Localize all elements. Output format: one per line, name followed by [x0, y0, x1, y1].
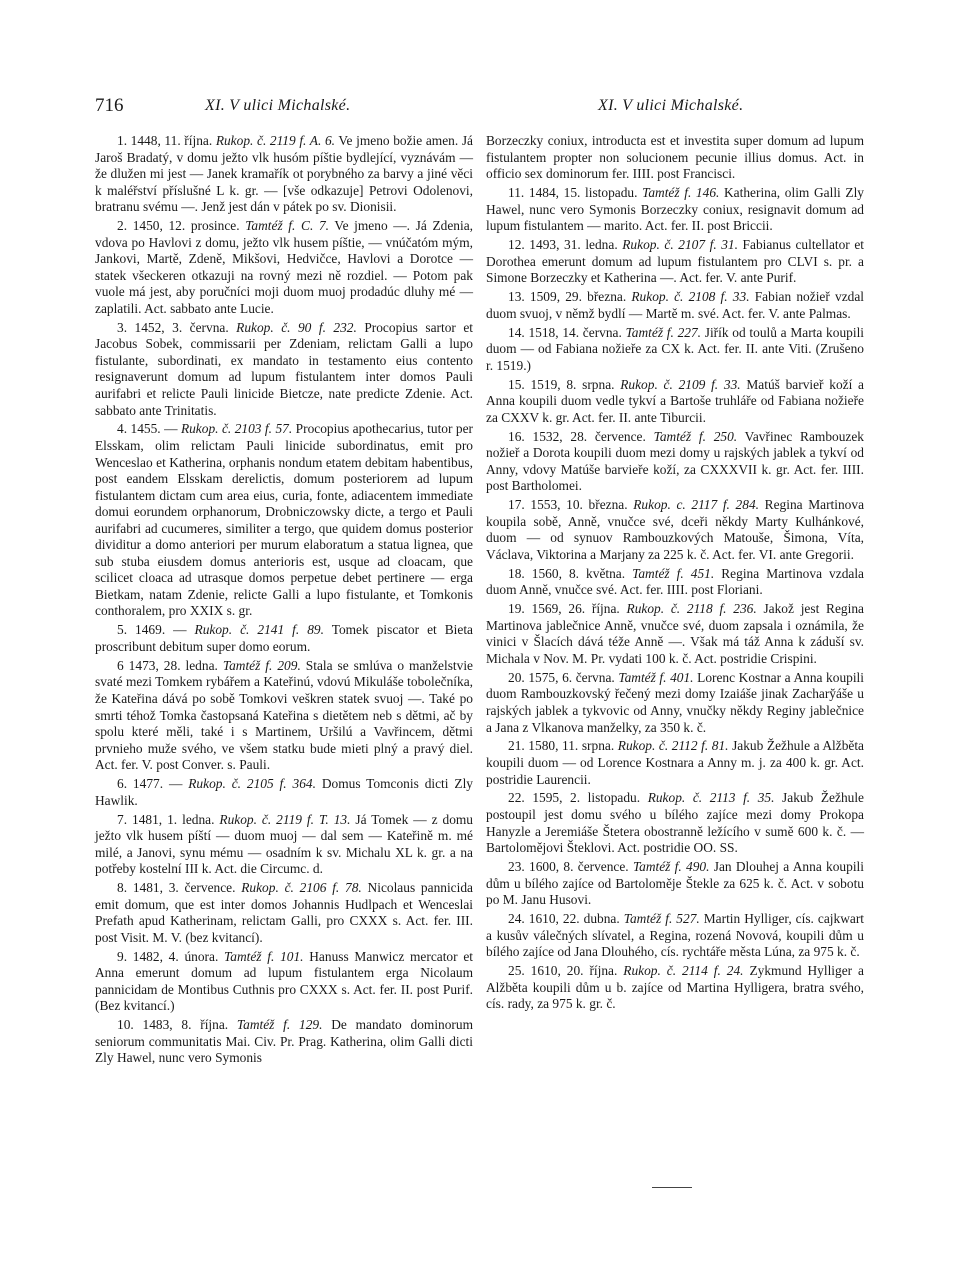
page-header	[0, 95, 960, 119]
document-entry	[95, 812, 473, 878]
entry-citation: Tamtéž f. 129.	[236, 1017, 323, 1033]
document-entry	[95, 218, 473, 317]
entry-citation: Rukop. c. 2117 f. 284.	[633, 497, 759, 513]
document-entry	[486, 566, 864, 599]
document-entry	[95, 133, 473, 216]
document-entry	[486, 185, 864, 235]
entry-citation: Rukop. č. 2114 f. 24.	[623, 963, 744, 979]
entry-text: Zykmund Hylliger a Alžběta koupili dům u b. zajíce od Martina Hylligera, bratra svého, cís. rady, za 975 k. gr. č.	[486, 963, 864, 1012]
entry-heading: 17. 1553, 10. března.	[508, 497, 634, 513]
entry-text: Ve jmeno —. Já Zdenia, vdova po Havlovi z domu, ježto vlk husem píštie, — vnúčatóm mým, Jankovi, Martě, Zdeně, Mikšovi, Hedvičce, Havlovi a Dorotce — statek všeckeren otkazuji na rovný mezi ně rozdiel. — Potom pak vuole má jest, aby poručníci moji duom muoj prodadúc dluhy mé — zaplatili. Act. sabbato ante Lucie.	[95, 218, 473, 316]
entry-heading: 6. 1477. —	[117, 776, 189, 792]
entry-text: Katherina, olim Galli Zly Hawel, nunc vero Symonis Borzeczky coniux, resignavit domum ad lupum fistulantem — marito. Act. fer. II. post Briccii.	[486, 185, 865, 234]
entry-citation: Tamtéž f. 227.	[625, 324, 702, 340]
document-entry	[486, 325, 864, 375]
end-rule	[652, 1187, 692, 1188]
running-head-right: XI. V ulici Michalské.	[598, 97, 744, 114]
entry-citation: Rukop. č. 2108 f. 33.	[631, 289, 750, 305]
document-entry	[95, 421, 473, 620]
entry-citation: Rukop. č. 2141 f. 89.	[194, 622, 324, 638]
entry-heading: 20. 1575, 6. června.	[508, 669, 619, 685]
document-entry	[486, 601, 864, 667]
document-entry	[95, 622, 473, 655]
document-entry	[95, 949, 473, 1015]
document-entry	[95, 320, 473, 419]
right-column	[486, 133, 864, 1015]
document-entry	[486, 670, 864, 736]
entry-text: Borzeczky coniux, introducta est et investita super domum ad lupum fistulantem propter non solucionem pecunie illius domus. Act. in officio sex dominorum fer. IIII. post Francisci.	[486, 133, 864, 182]
document-entry	[486, 237, 864, 287]
document-entry	[486, 289, 864, 322]
document-entry	[486, 429, 864, 495]
entry-citation: Rukop. č. 2103 f. 57.	[180, 421, 293, 437]
entry-heading: 13. 1509, 29. března.	[508, 289, 632, 305]
document-entry	[95, 1017, 473, 1067]
left-column	[95, 133, 473, 1069]
entry-text: Lorenc Kostnar a Anna koupili duom Rambouzkovský řečený mezi domy Izaiáše jinak Zachary̆áše u rajských jablek a tykvovic od Anny, vnučky někdy Reginy jablečnice a Jana z Vlkanova manželky, za 350 k. č.	[486, 669, 865, 735]
entry-citation: Tamtéž f. 101.	[224, 948, 304, 964]
entry-text: Jan Dlouhej a Anna koupili dům u bílého zajíce od Bartoloměje Štekle za 625 k. č. Act. v sobotu po M. Janu Husovi.	[486, 859, 864, 908]
entry-citation: Tamtéž f. 401.	[618, 669, 694, 685]
entry-citation: Tamtéž f. 490.	[632, 859, 710, 875]
entry-heading: 10. 1483, 8. října.	[117, 1017, 237, 1033]
entry-text: Jiřík od toulů a Marta koupili duom — od Fabiana nožieře za CX k. Act. fer. II. ante Viti. (Zrušeno r. 1519.)	[486, 324, 865, 373]
entry-citation: Tamtéž f. 451.	[632, 565, 715, 581]
entry-text: Procopius sartor et Jacobus Sobek, commissarii per Zdeniam, relictam Galli a lupo fistulante, subordinati, ex mandato in testamento eius contento resignaverunt domum ad lupum fistulantem inter domos Pauli aurifabri et relicte Pauli linicide Bietcze, nate predicte Zdenie. Act. sabbato ante Trinitatis.	[95, 319, 473, 418]
entry-text: Regina Martinova koupila sobě, Anně, vnučce své, dceři někdy Marty Kulhánkové, duom — od synuov Rambouzkových Matouše, Šimona, Víta, Václava, Viktorina a Marjany za 225 k. č. Act. fer. VI. ante Gregorii.	[486, 497, 865, 562]
entry-citation: Rukop. č. 2109 f. 33.	[620, 376, 741, 392]
entry-citation: Tamtéž f. C. 7.	[245, 218, 329, 234]
entry-citation: Rukop. č. 2112 f. 81.	[617, 738, 729, 754]
entry-heading: 3. 1452, 3. června.	[117, 319, 237, 335]
document-entry	[486, 497, 864, 563]
entry-citation: Rukop. č. 90 f. 232.	[236, 319, 357, 335]
entry-heading: 2. 1450, 12. prosince.	[117, 218, 246, 234]
document-entry	[95, 776, 473, 809]
entry-text: Jakub Žežhule postoupil jest domu svého u bílého zajíce mezi domy Prokopa Hanyzle a Jeremiáše Štetera obostranně ležícího v sumě 600 k. č. — Bartolomějovi Šteklovi. Act. postridie OO. SS.	[486, 790, 864, 856]
entry-heading: 24. 1610, 22. dubna.	[508, 911, 624, 927]
entry-citation: Rukop. č. 2105 f. 364.	[188, 776, 316, 792]
entry-heading: 4. 1455. —	[117, 421, 181, 437]
entry-citation: Tamtéž f. 250.	[653, 428, 738, 444]
entry-heading: 9. 1482, 4. února.	[117, 948, 225, 964]
entry-text: Matúš barvieř koží a Anna koupili duom vedle tykví a Bartoše truhláře od Fabiana nožieře za CXXV k. gr. Act. fer. II. ante Tiburcii.	[486, 376, 864, 425]
entry-heading: 18. 1560, 8. května.	[508, 565, 633, 581]
entry-text: Ve jmeno božie amen. Já Jaroš Bradatý, v domu ježto vlk husóm píštie bydlející, vyznávám — že dlužen mi jest — Janek kramařík ot porybného za barvy a jiné věci k maléřství příslušné L k. gr. — [vše odkazuje] Petrovi Odolenovi, bratranu svému —. Jenž jest dán v pátek po sv. Dionisii.	[95, 133, 473, 215]
entry-heading: 25. 1610, 20. října.	[508, 963, 624, 979]
page-number: 716	[95, 95, 124, 116]
entry-text: Já Tomek — z domu ježto vlk husem píští — duom muoj — dal sem — Kateřině m. mé milé, a Janovi, synu mému — osadním k sv. Michalu XL k. gr. a na potřeby kostelní III k. Act. die Circumc. d.	[95, 811, 473, 877]
entry-text: Fabianus cultellator et Dorothea emerunt domum ad lupum fistulantem pro CLVI s. pr. a Simone Borzeczky et Katherina —. Act. fer. V. ante Purif.	[486, 237, 865, 286]
document-entry	[486, 859, 864, 909]
entry-text: Domus Tomconis dicti Zly Hawlik.	[95, 776, 473, 808]
entry-heading: 11. 1484, 15. listopadu.	[508, 185, 643, 201]
entry-text: Jakub Žežhule a Alžběta koupili duom — od Lorence Kostnara a Anny m. j. za 400 k. gr. Act. postridie Laurencii.	[486, 738, 864, 787]
document-entry	[486, 377, 864, 427]
entry-text: Nicolaus pannicida emit domum, que est inter domos Johannis Hudlpach et Wenceslai Prefath apud Katherinam, relictam Galli, pro CXXX s. Act. fer. III. post Visit. M. V. (bez kvitancí).	[95, 880, 473, 945]
entry-heading: 12. 1493, 31. ledna.	[508, 237, 623, 253]
entry-heading: 19. 1569, 26. října.	[508, 601, 627, 617]
entry-text: Hanuss Manwicz mercator et Anna emerunt domum ad lupum fistulantem erga Nicolaum pannicidam de Montibus Cuthnis pro CXXX s. Act. fer. II. post Purif. (Bez kvitancí.)	[95, 948, 473, 1014]
entry-citation: Rukop. č. 2119 f. A. 6.	[215, 133, 335, 148]
entry-heading: 15. 1519, 8. srpna.	[508, 376, 621, 392]
entry-heading: 16. 1532, 28. července.	[508, 428, 654, 444]
entry-citation: Tamtéž f. 146.	[642, 185, 720, 201]
entry-citation: Rukop. č. 2107 f. 31.	[622, 237, 738, 253]
entry-text: Tomek piscator et Bieta proscribunt debitum super domo eorum.	[95, 622, 473, 654]
document-entry	[486, 738, 864, 788]
entry-text: Regina Martinova vzdala duom Anně, vnučce své. Act. fer. IIII. post Floriani.	[486, 565, 864, 598]
entry-heading: 22. 1595, 2. listopadu.	[508, 790, 648, 806]
entry-text: Jakož jest Regina Martinova jablečnice Anně, vnučce své, duom zapsala i oznámila, že vinici v Šlacích dává téže Anně —. Však má táž Anna k záduší sv. Michala v Nov. M. Pr. vydati 100 k. č. Act. postridie Crispini.	[486, 601, 864, 666]
document-entry	[95, 658, 473, 774]
entry-text: Vavřinec Rambouzek nožieř a Dorota koupili duom mezi domy u rajských jablek a tykví od Anny, vdovy Matúše barvieře koží, za CXXXVII k. gr. Act. fer. IIII. post Bartholomei.	[486, 428, 864, 494]
entry-heading: 21. 1580, 11. srpna.	[508, 738, 618, 754]
entry-heading: 23. 1600, 8. července.	[508, 859, 633, 875]
entry-heading: 7. 1481, 1. ledna.	[117, 811, 220, 827]
document-entry	[486, 133, 864, 183]
document-entry	[486, 790, 864, 856]
entry-citation: Tamtéž f. 209.	[222, 657, 301, 673]
document-entry	[486, 911, 864, 961]
entry-heading: 8. 1481, 3. července.	[117, 880, 242, 896]
entry-citation: Rukop. č. 2106 f. 78.	[241, 880, 362, 896]
entry-citation: Tamtéž f. 527.	[623, 911, 700, 927]
entry-text: Martin Hylliger, cís. cajkwart a kusův válečných slívatel, a Regina, rozená Novová, koupili dům u bílého zajíce od Jana Dlouhého, cís. rychtáře města Lúna, za 975 k. č.	[486, 911, 865, 960]
running-head-left: XI. V ulici Michalské.	[205, 97, 351, 114]
entry-heading: 1. 1448, 11. října.	[117, 133, 216, 148]
entry-text: Procopius apothecarius, tutor per Elsskam, olim relictam Pauli linicide subordinatus, emit pro Wenceslao et Katherina, orphanis nondum etatem debitam habentibus, post eandem Elsskam derelictis, domum posteriorem ad lupum fistulantem dictam cum area eius, curia, fonte, adiacentem immediate domui eorundem orphanorum, Drobniczowsky dicte, a tergo et Pauli aurifabri ad cucumeres, similiter a tergo, que quidem domus posterior dividitur a domo anteriori per murum elaboratum a statua lignea, que sub stuba eiusdem domus anterioris est, usque ad cloacam, que scilicet cloaca ad utrasque domos perpetue debet pertinere — erga Bietkam, natam Zdenie, relicte Galli a lupo fistulante, et Tomkonis conthoralem, pro XXIX s. gr.	[95, 421, 473, 619]
entry-citation: Rukop. č. 2113 f. 35.	[647, 790, 775, 806]
entry-text: Stala se smlúva o manželstvie svaté mezi Tomkem rybářem a Kateřinú, vdovú Mikuláše tobolečníka, že Kateřina dává po sobě Tomkovi veškren statek svuoj —. Také po smrti téhož Tomka častopsaná Kateřina s dietětem neb s dětmi, ač by spolu které měli, také i s Martinem, Uršilú a Vavřincem, dětmi prvnieho muže svého, ve všem statku bude mieti plný a pravý diel. Act. fer. V. post Conver. s. Pauli.	[95, 657, 473, 773]
entry-heading: 5. 1469. —	[117, 622, 195, 638]
entry-text: De mandato dominorum seniorum communitatis Mai. Civ. Pr. Prag. Katherina, olim Galli dicti Zly Hawel, nunc vero Symonis	[95, 1017, 474, 1066]
entry-heading: 14. 1518, 14. června.	[508, 324, 626, 340]
entry-citation: Rukop. č. 2118 f. 236.	[626, 601, 757, 617]
entry-heading: 6 1473, 28. ledna.	[117, 657, 223, 673]
entry-text: Fabian nožieř vzdal duom svuoj, v němž bydlí — Martě m. své. Act. fer. V. ante Palmas.	[486, 289, 864, 321]
entry-citation: Rukop. č. 2119 f. T. 13.	[219, 811, 351, 827]
document-entry	[486, 963, 864, 1013]
document-entry	[95, 880, 473, 946]
